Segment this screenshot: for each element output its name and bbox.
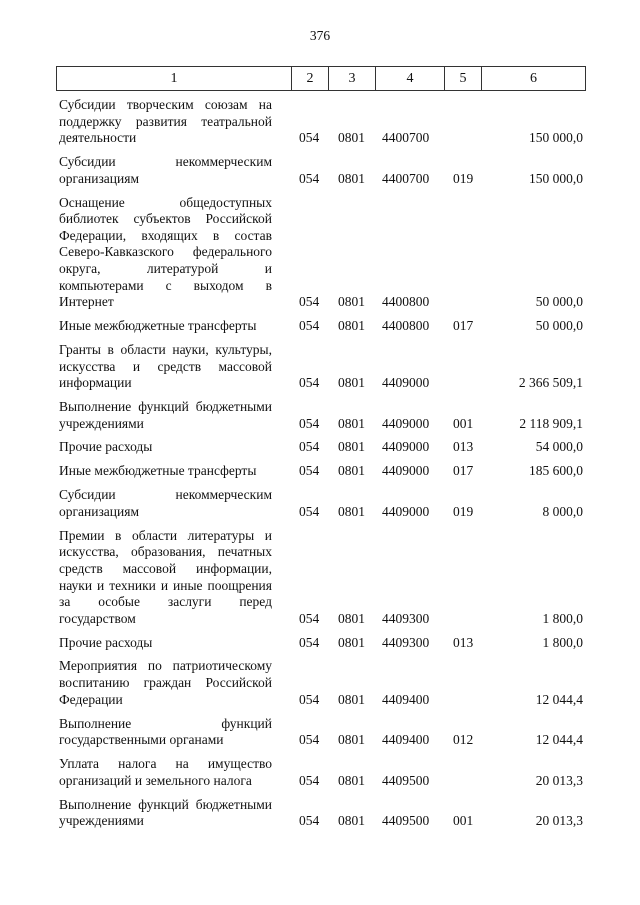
section-code: 0801 [338, 610, 365, 626]
expense-type-cell [450, 813, 586, 830]
amount: 20 013,3 [535, 772, 583, 788]
expense-type-cell [450, 416, 586, 433]
ministry-code: 054 [299, 813, 320, 829]
table-row [59, 399, 586, 432]
target-article-code: 4409500 [382, 772, 430, 788]
target-article-code: 4409400 [382, 732, 430, 748]
expense-type-code: 012 [453, 732, 474, 748]
table-row [59, 716, 586, 749]
target-article-code: 4400700 [382, 130, 430, 146]
expense-type-cell [450, 463, 586, 480]
expense-type-cell [450, 504, 586, 521]
amount: 150 000,0 [529, 130, 583, 146]
amount: 2 118 909,1 [519, 415, 583, 431]
row-description: Оснащение общедоступных библиотек субъектов Российской Федерации, входящих в состав Северо-Кавказского федерального округа, литературой и компьютерами с выходом в Интернет [59, 194, 272, 310]
table-row [59, 487, 586, 520]
section-code: 0801 [338, 503, 365, 519]
table-row [59, 195, 586, 311]
header-col-3: 3 [329, 67, 376, 90]
amount: 1 800,0 [542, 610, 583, 626]
table-row [59, 439, 586, 456]
header-col-6: 6 [530, 70, 537, 86]
table-header-row [56, 66, 586, 91]
table-row [59, 342, 586, 392]
ministry-code: 054 [299, 318, 320, 334]
ministry-code: 054 [299, 610, 320, 626]
target-article-code: 4409000 [382, 463, 430, 479]
target-article-code: 4409000 [382, 415, 430, 431]
section-code: 0801 [338, 634, 365, 650]
ministry-code: 054 [299, 634, 320, 650]
amount: 150 000,0 [529, 170, 583, 186]
header-col-5: 5 [445, 67, 482, 90]
row-description: Прочие расходы [59, 439, 153, 455]
amount: 12 044,4 [535, 732, 583, 748]
target-article-code: 4409400 [382, 691, 430, 707]
amount: 50 000,0 [535, 318, 583, 334]
expense-type-code: 001 [453, 813, 474, 829]
target-article-code: 4409500 [382, 813, 430, 829]
section-code: 0801 [338, 691, 365, 707]
target-article-code: 4400800 [382, 294, 430, 310]
ministry-code: 054 [299, 415, 320, 431]
table-row [59, 756, 586, 789]
section-code: 0801 [338, 732, 365, 748]
section-code: 0801 [338, 318, 365, 334]
section-code: 0801 [338, 170, 365, 186]
section-code: 0801 [338, 772, 365, 788]
ministry-code: 054 [299, 691, 320, 707]
ministry-code: 054 [299, 170, 320, 186]
row-description: Иные межбюджетные трансферты [59, 463, 257, 479]
expense-type-cell [450, 171, 586, 188]
section-code: 0801 [338, 439, 365, 455]
amount: 2 366 509,1 [518, 375, 583, 391]
ministry-code: 054 [299, 772, 320, 788]
expense-type-code: 017 [453, 463, 474, 479]
row-description: Субсидии творческим союзам на поддержку развития театральной деятельности [59, 97, 272, 146]
amount: 20 013,3 [535, 813, 583, 829]
ministry-code: 054 [299, 503, 320, 519]
section-code: 0801 [338, 813, 365, 829]
section-code: 0801 [338, 463, 365, 479]
ministry-code: 054 [299, 294, 320, 310]
page-number: 376 [309, 28, 331, 43]
amount: 54 000,0 [535, 439, 583, 455]
expense-type-cell [450, 635, 586, 652]
table-row [59, 528, 586, 628]
section-code: 0801 [338, 294, 365, 310]
header-col-2: 2 [292, 67, 329, 90]
expense-type-code: 013 [453, 439, 474, 455]
section-code: 0801 [338, 130, 365, 146]
amount: 185 600,0 [529, 463, 583, 479]
table-row [59, 97, 586, 147]
table-row [59, 318, 586, 335]
row-description: Мероприятия по патриотическому воспитанию граждан Российской Федерации [59, 658, 272, 707]
table-row [59, 635, 586, 652]
row-description: Прочие расходы [59, 634, 153, 650]
amount: 8 000,0 [542, 503, 583, 519]
section-code: 0801 [338, 415, 365, 431]
row-description: Гранты в области науки, культуры, искусства и средств массовой информации [59, 341, 272, 391]
ministry-code: 054 [299, 375, 320, 391]
row-description: Выполнение функций государственными органами [59, 715, 272, 748]
target-article-code: 4409300 [382, 634, 430, 650]
table-row [59, 797, 586, 830]
expense-type-code: 001 [453, 415, 474, 431]
amount: 1 800,0 [542, 634, 583, 650]
row-description: Выполнение функций бюджетными учреждениями [59, 398, 272, 431]
ministry-code: 054 [299, 732, 320, 748]
target-article-code: 4409000 [382, 375, 430, 391]
target-article-code: 4400700 [382, 170, 430, 186]
expense-type-cell [450, 439, 586, 456]
row-description: Субсидии некоммерческим организациям [59, 154, 272, 186]
expense-type-cell [450, 732, 586, 749]
expense-type-code: 019 [453, 170, 474, 186]
expense-type-code: 013 [453, 634, 474, 650]
row-description: Выполнение функций бюджетными учреждениями [59, 796, 272, 829]
target-article-code: 4400800 [382, 318, 430, 334]
header-col-1: 1 [57, 67, 292, 90]
amount: 50 000,0 [535, 294, 583, 310]
row-description: Субсидии некоммерческим организациям [59, 487, 272, 519]
expense-type-cell [450, 318, 586, 335]
section-code: 0801 [338, 375, 365, 391]
expense-type-code: 019 [453, 503, 474, 519]
table-row [59, 463, 586, 480]
row-description: Премии в области литературы и искусства, образования, печатных средств массовой информации, науки и техники и иные поощрения за особые заслуги перед государством [59, 527, 272, 626]
target-article-code: 4409000 [382, 439, 430, 455]
table-row [59, 154, 586, 187]
target-article-code: 4409000 [382, 503, 430, 519]
amount: 12 044,4 [535, 691, 583, 707]
ministry-code: 054 [299, 439, 320, 455]
table-row [59, 658, 586, 708]
row-description: Иные межбюджетные трансферты [59, 318, 257, 334]
target-article-code: 4409300 [382, 610, 430, 626]
ministry-code: 054 [299, 130, 320, 146]
table-body [59, 97, 586, 837]
ministry-code: 054 [299, 463, 320, 479]
expense-type-code: 017 [453, 318, 474, 334]
header-col-4: 4 [376, 67, 445, 90]
row-description: Уплата налога на имущество организаций и земельного налога [59, 756, 272, 788]
